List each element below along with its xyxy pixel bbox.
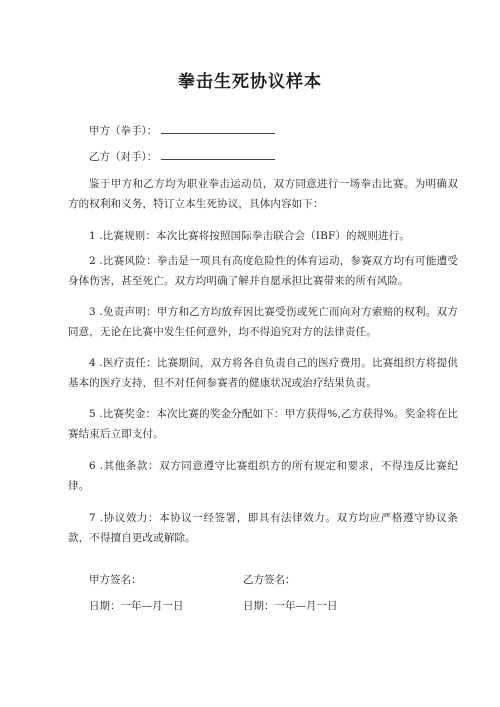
party-a-date: 日期：一年—月一日 [89,600,184,612]
party-a-label: 甲方（拳手）： [89,125,158,137]
party-a-signature: 甲方签名： [89,574,142,586]
clause-1: 1 .比赛规则：本次比赛将按照国际拳击联合会（IBF）的规则进行。 [89,230,410,242]
intro-paragraph: 鉴于甲方和乙方均为职业拳击运动员，双方同意进行一场拳击比赛。为明确双方的权利和义务，特订立本生死协议，具体内容如下： [68,178,458,210]
clause-3: 3 .免责声明：甲方和乙方均放弃因比赛受伤或死亡而向对方索赔的权利。双方同意，无论在比赛中发生任何意外，均不得追究对方的法律责任。 [68,306,458,338]
party-b-signature: 乙方签名： [243,574,296,586]
party-b-date: 日期：一年—月一日 [243,600,338,612]
party-b-label: 乙方（对手）： [89,151,158,163]
clause-4: 4 .医疗责任：比赛期间，双方将各自负责自己的医疗费用。比赛组织方将提供基本的医疗支持，但不对任何参赛者的健康状况或治疗结果负责。 [68,357,458,389]
party-b-blank [161,148,275,160]
party-a-line [89,122,275,139]
clause-2: 2 .比赛风险：拳击是一项具有高度危险性的体育运动，参赛双方均有可能遭受身体伤害，甚至死亡。双方均明确了解并自愿承担比赛带来的所有风险。 [68,255,458,287]
clause-6: 6 .其他条款：双方同意遵守比赛组织方的所有规定和要求，不得违反比赛纪律。 [68,460,458,492]
document-title: 拳击生死协议样本 [178,72,322,92]
party-a-blank [161,122,275,134]
clause-7: 7 .协议效力：本协议一经签署，即具有法律效力。双方均应严格遵守协议条款，不得擅自更改或解除。 [68,512,458,544]
clause-5: 5 .比赛奖金：本次比赛的奖金分配如下：甲方获得%,乙方获得%。奖金将在比赛结束后立即支付。 [68,408,458,440]
party-b-line [89,148,275,165]
